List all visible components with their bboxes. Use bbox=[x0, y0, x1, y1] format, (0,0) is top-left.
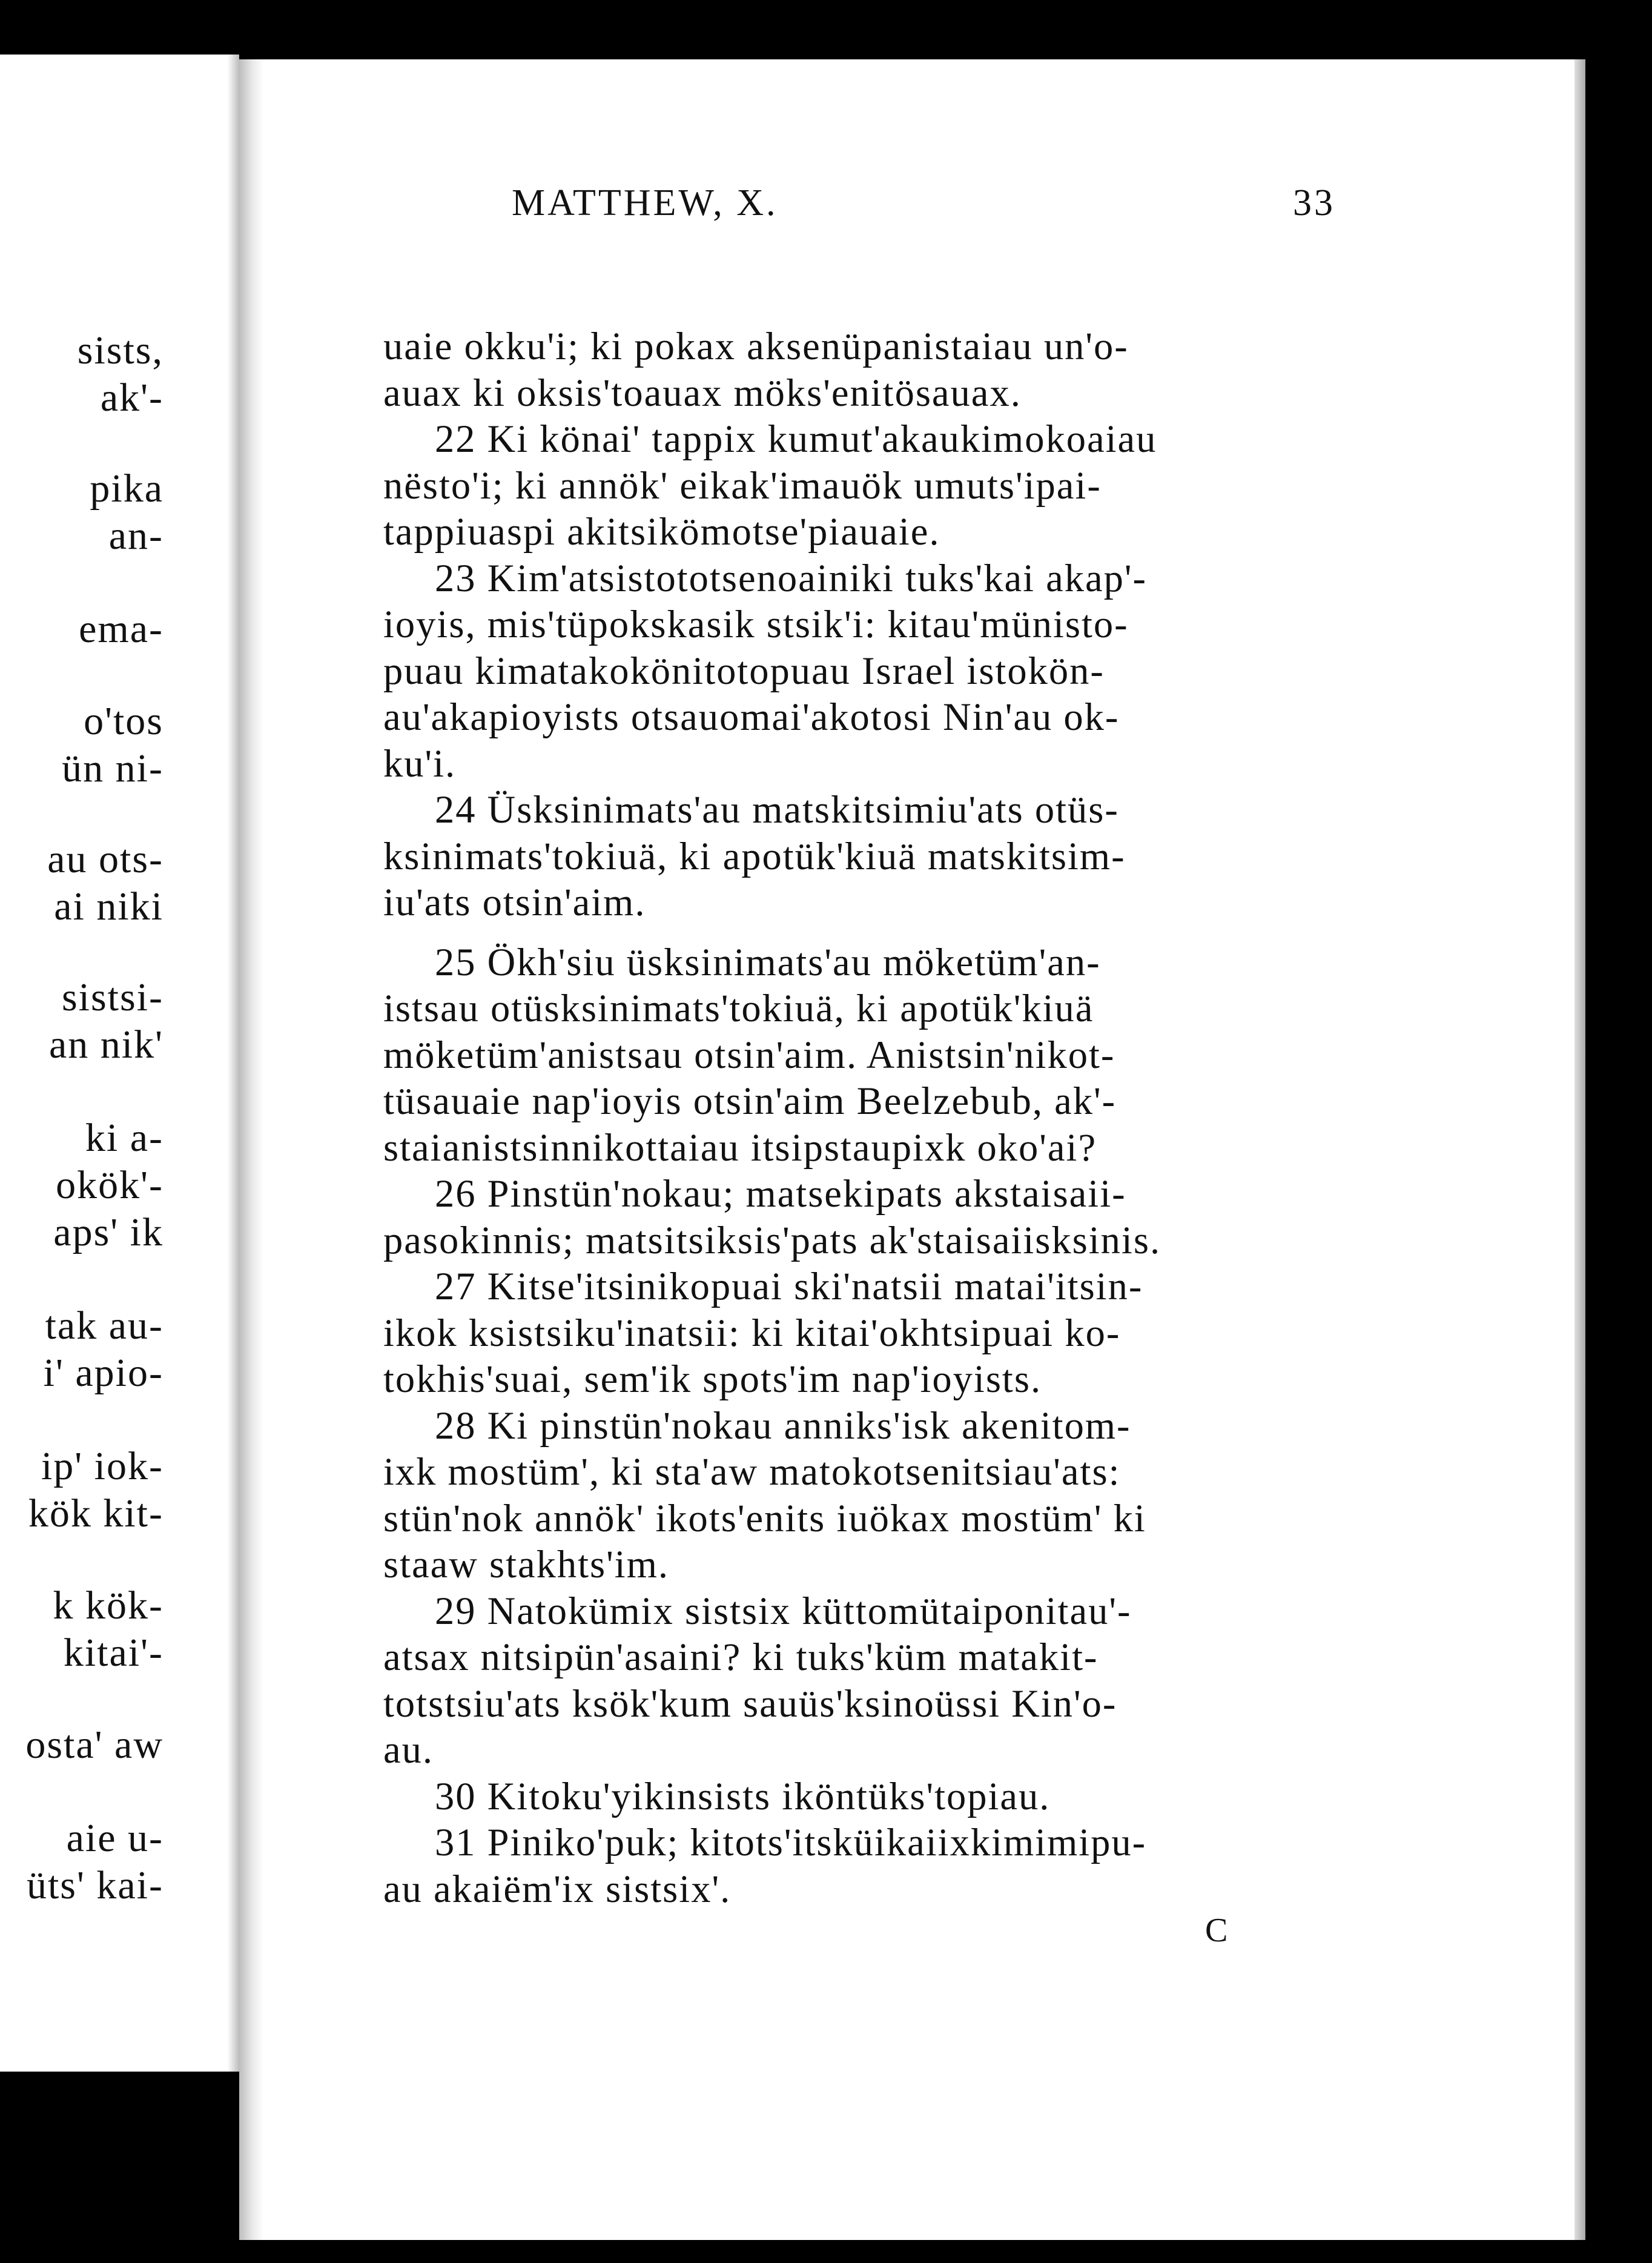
left-line: kitai'- bbox=[63, 1631, 164, 1675]
running-title: MATTHEW, X. bbox=[512, 182, 778, 224]
left-line: ün ni- bbox=[62, 746, 164, 790]
left-line: i' apio- bbox=[43, 1351, 164, 1395]
left-line: an nik' bbox=[48, 1022, 164, 1067]
verse-27: 27 Kitse'itsinikopuai ski'natsii matai'itsin- ikok ksistsiku'inatsii: ki kitai'okhtsipuai ko- tokhis'suai, sem'ik spots'im nap'ioyists. bbox=[383, 1265, 1143, 1400]
left-line: sistsi- bbox=[61, 975, 164, 1019]
verse-24: 24 Üsksinimats'au matskitsimiu'ats otüs- ksinimats'tokiuä, ki apotük'kiuä matskitsim- iu'ats otsin'aim. bbox=[383, 788, 1126, 924]
left-line: sists, bbox=[77, 328, 164, 373]
left-line: ip' iok- bbox=[41, 1444, 164, 1488]
verse-26: 26 Pinstün'nokau; matsekipats akstaisaii- pasokinnis; matsitsiksis'pats ak'staisaiisksinis. bbox=[383, 1172, 1161, 1262]
left-line: üts' kai- bbox=[26, 1863, 164, 1907]
right-page-gutter-shadow bbox=[239, 59, 263, 2240]
verse-31: 31 Piniko'puk; kitots'itsküikaiixkimimipu- au akaiëm'ix sistsix'. bbox=[383, 1821, 1147, 1910]
left-line: ai niki bbox=[54, 884, 164, 929]
verse-29: 29 Natokümix sistsix küttomütaiponitau'- atsax nitsipün'asaini? ki tuks'küm matakit- totstsiu'ats ksök'kum sauüs'ksinoüssi Kin'o- au. bbox=[383, 1589, 1132, 1771]
left-line: aps' ik bbox=[53, 1210, 164, 1254]
left-line: ema- bbox=[79, 607, 164, 651]
verse-28: 28 Ki pinstün'nokau anniks'isk akenitom- ixk mostüm', ki sta'aw matokotsenitsiau'ats: stün'nok annök' ikots'enits iuökax mostüm' ki staaw stakhts'im. bbox=[383, 1403, 1146, 1586]
left-line: an- bbox=[108, 514, 164, 558]
left-line: aie u- bbox=[66, 1816, 164, 1860]
signature-mark: C bbox=[1205, 1912, 1228, 1949]
verse-23: 23 Kim'atsistototsenoainiki tuks'kai akap'- ioyis, mis'tüpokskasik stsik'i: kitau'münisto- puau kimatakokönitotopuau Israel istokön- au'akapioyists otsauomai'akotosi Nin'au ok- ku'i. bbox=[383, 556, 1148, 785]
left-line: k kök- bbox=[53, 1583, 164, 1628]
left-line: pika bbox=[90, 466, 164, 511]
left-line: okök'- bbox=[56, 1163, 164, 1207]
left-page-gutter-shadow bbox=[227, 55, 239, 2072]
verse-30: 30 Kitoku'yikinsists iköntüks'topiau. bbox=[435, 1774, 1051, 1818]
paragraph-continuation: uaie okku'i; ki pokax aksenüpanistaiau un'o- auax ki oksis'toauax möks'enitösauax. bbox=[383, 325, 1129, 414]
left-line: kök kit- bbox=[28, 1491, 164, 1536]
left-line: au ots- bbox=[47, 837, 164, 881]
page-number: 33 bbox=[1293, 182, 1335, 224]
left-line: ak'- bbox=[100, 376, 164, 420]
left-line: osta' aw bbox=[25, 1723, 164, 1767]
left-line: o'tos bbox=[84, 699, 164, 743]
text-column bbox=[383, 323, 1376, 1912]
left-line: ki a- bbox=[85, 1116, 164, 1160]
verse-22: 22 Ki könai' tappix kumut'akaukimokoaiau nësto'i; ki annök' eikak'imauök umuts'ipai- tappiuaspi akitsikömotse'piauaie. bbox=[383, 417, 1157, 553]
left-line: tak au- bbox=[45, 1304, 164, 1348]
left-page bbox=[0, 55, 239, 2072]
verse-25: 25 Ökh'siu üsksinimats'au möketüm'an- istsau otüsksinimats'tokiuä, ki apotük'kiuä möketüm'anistsau otsin'aim. Anistsin'nikot- tüsauaie nap'ioyis otsin'aim Beelzebub, ak'- staianistsinnikottaiau itsipstaupixk oko'ai? bbox=[383, 940, 1117, 1169]
right-page-edge bbox=[1574, 59, 1585, 2240]
